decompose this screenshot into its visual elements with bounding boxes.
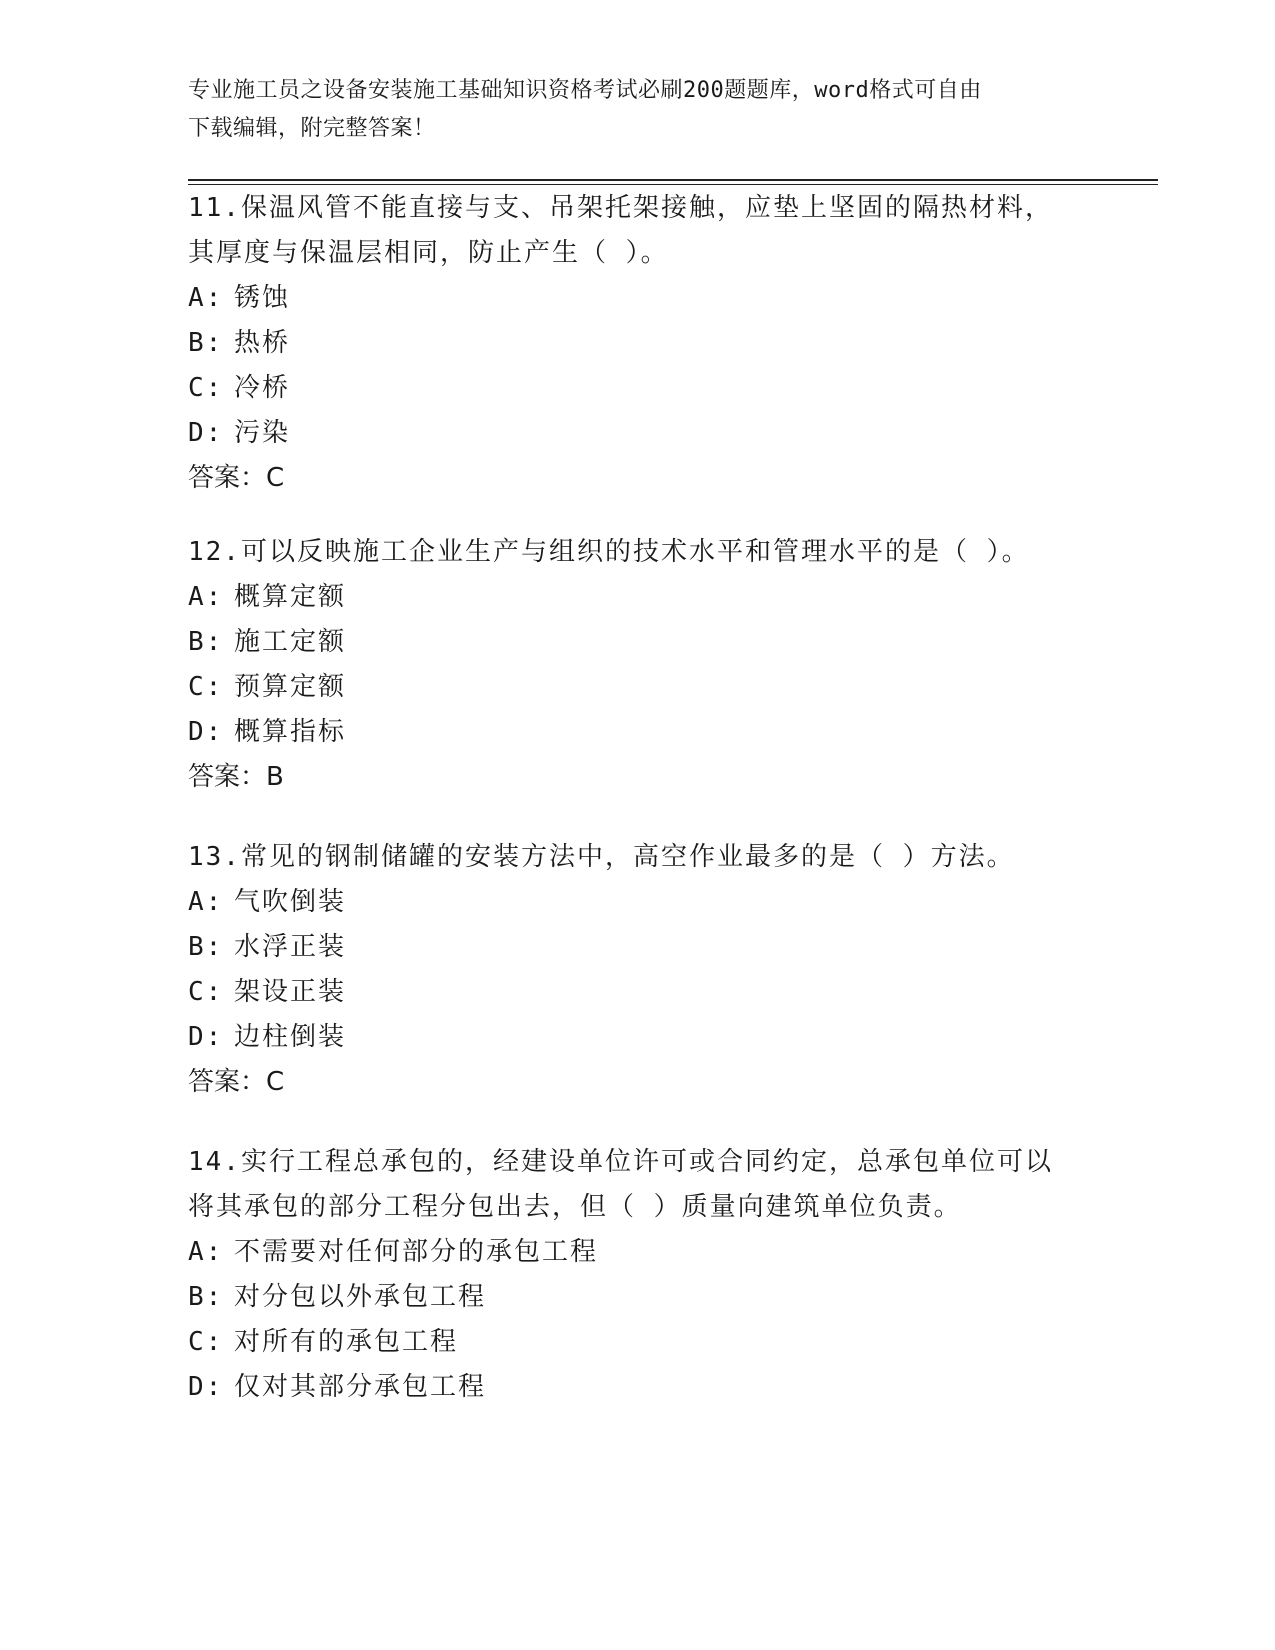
option-list (188, 880, 1088, 1060)
option-letter: B: (188, 627, 224, 657)
header-line-2: 下载编辑，附完整答案！ (188, 116, 436, 141)
option-text: 对所有的承包工程 (234, 1327, 459, 1357)
option-item (188, 1015, 1088, 1060)
option-text: 架设正装 (234, 977, 347, 1007)
option-item (188, 1230, 1088, 1275)
option-item (188, 1365, 1088, 1410)
option-item (188, 411, 1088, 456)
option-text: 对分包以外承包工程 (234, 1282, 487, 1312)
option-text: 不需要对任何部分的承包工程 (234, 1237, 599, 1267)
option-letter: C: (188, 373, 224, 403)
question-text: 其厚度与保温层相同，防止产生（ ）。 (188, 238, 669, 268)
answer-value: C (266, 463, 285, 493)
option-item (188, 925, 1088, 970)
answer-line (188, 456, 1088, 501)
option-item (188, 1275, 1088, 1320)
header-rule-thin (188, 184, 1158, 185)
question-block (188, 1140, 1088, 1410)
answer-line (188, 1060, 1088, 1105)
option-letter: B: (188, 328, 224, 358)
question-text: 将其承包的部分工程分包出去，但（ ）质量向建筑单位负责。 (188, 1192, 962, 1222)
option-letter: D: (188, 717, 224, 747)
option-item (188, 710, 1088, 755)
option-letter: A: (188, 1237, 224, 1267)
option-text: 气吹倒装 (234, 887, 347, 917)
option-text: 边柱倒装 (234, 1022, 347, 1052)
option-text: 施工定额 (234, 627, 347, 657)
question-block (188, 530, 1088, 800)
option-letter: C: (188, 672, 224, 702)
header-line-1: 专业施工员之设备安装施工基础知识资格考试必刷200题题库，word格式可自由 (188, 78, 982, 103)
option-list (188, 575, 1088, 755)
option-item (188, 970, 1088, 1015)
option-item (188, 1320, 1088, 1365)
option-letter: A: (188, 283, 224, 313)
answer-label: 答案： (188, 463, 267, 493)
option-item (188, 321, 1088, 366)
option-letter: A: (188, 887, 224, 917)
answer-value: B (266, 762, 284, 792)
option-letter: C: (188, 1327, 224, 1357)
option-item (188, 620, 1088, 665)
option-item (188, 276, 1088, 321)
option-text: 冷桥 (234, 373, 291, 403)
option-text: 污染 (234, 418, 291, 448)
question-text: 12.可以反映施工企业生产与组织的技术水平和管理水平的是（ ）。 (188, 537, 1030, 567)
question-text: 11.保温风管不能直接与支、吊架托架接触，应垫上坚固的隔热材料， (188, 193, 1053, 223)
answer-value: C (266, 1067, 285, 1097)
option-text: 概算指标 (234, 717, 347, 747)
option-item (188, 880, 1088, 925)
option-list (188, 276, 1088, 456)
option-letter: B: (188, 932, 224, 962)
option-letter: D: (188, 418, 224, 448)
option-letter: A: (188, 582, 224, 612)
header-rule-thick (188, 179, 1158, 181)
answer-line (188, 755, 1088, 800)
question-block (188, 186, 1088, 501)
option-text: 热桥 (234, 328, 291, 358)
option-text: 预算定额 (234, 672, 347, 702)
question-block (188, 835, 1088, 1105)
question-text: 14.实行工程总承包的，经建设单位许可或合同约定，总承包单位可以 (188, 1147, 1053, 1177)
option-item (188, 665, 1088, 710)
option-letter: C: (188, 977, 224, 1007)
option-text: 锈蚀 (234, 283, 291, 313)
option-text: 水浮正装 (234, 932, 347, 962)
option-letter: D: (188, 1022, 224, 1052)
option-letter: B: (188, 1282, 224, 1312)
question-text: 13.常见的钢制储罐的安装方法中，高空作业最多的是（ ）方法。 (188, 842, 1015, 872)
option-text: 概算定额 (234, 582, 347, 612)
answer-label: 答案： (188, 762, 267, 792)
option-text: 仅对其部分承包工程 (234, 1372, 487, 1402)
option-item (188, 366, 1088, 411)
option-list (188, 1230, 1088, 1410)
answer-label: 答案： (188, 1067, 267, 1097)
option-letter: D: (188, 1372, 224, 1402)
option-item (188, 575, 1088, 620)
document-header (188, 72, 1068, 148)
